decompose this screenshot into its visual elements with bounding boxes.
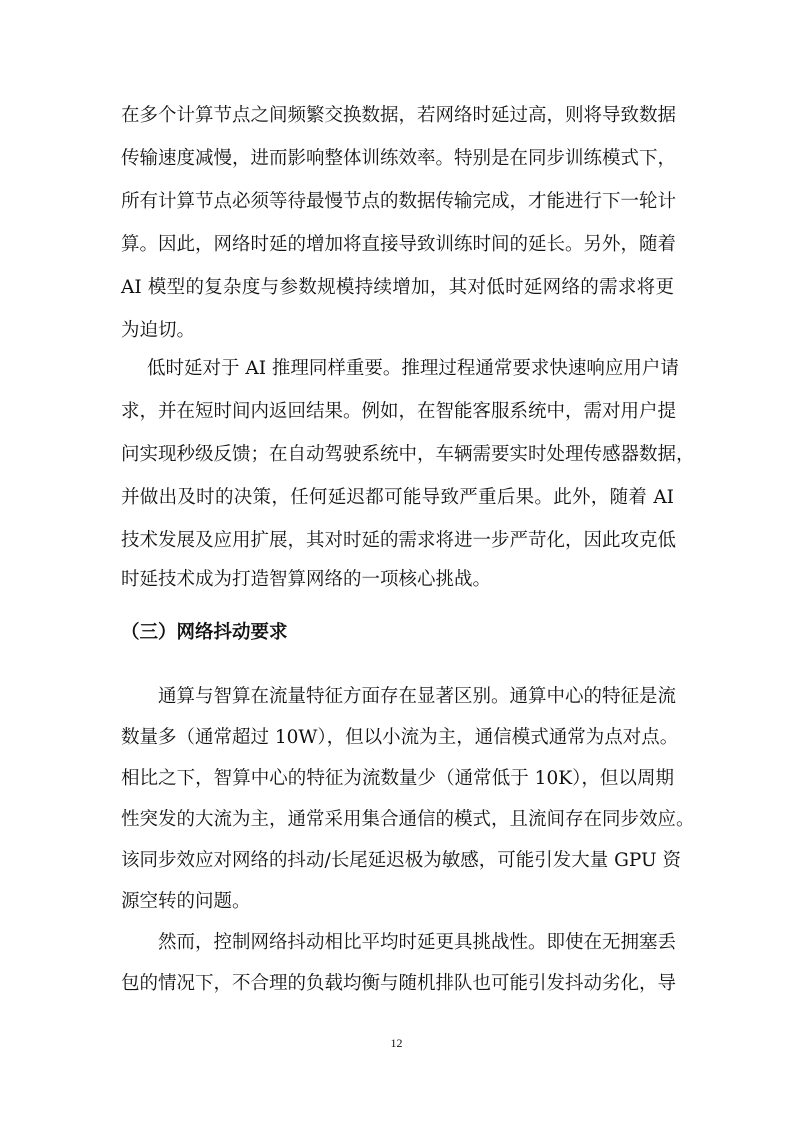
text-line: 包的情况下，不合理的负载均衡与随机排队也可能引发抖动劣化，导 [121,973,677,994]
text-line: 所有计算节点必须等待最慢节点的数据传输完成，才能进行下一轮计 [121,191,677,212]
text-line: 技术发展及应用扩展，其对时延的需求将进一步严苛化，因此攻克低 [121,530,677,551]
text-line: 问实现秒级反馈；在自动驾驶系统中，车辆需要实时处理传感器数据， [121,444,695,465]
text-line: 数量多（通常超过 10W），但以小流为主，通信模式通常为点对点。 [121,727,679,748]
text-line: 并做出及时的决策，任何延迟都可能导致严重后果。此外，随着 AI [121,487,674,508]
text-line: 求，并在短时间内返回结果。例如，在智能客服系统中，需对用户提 [121,401,677,422]
text-line: 在多个计算节点之间频繁交换数据，若网络时延过高，则将导致数据 [121,105,677,126]
text-line: 然而，控制网络抖动相比平均时延更具挑战性。即使在无拥塞丢 [158,932,677,953]
page-number: 12 [390,1036,403,1050]
text-line: 相比之下，智算中心的特征为流数量少（通常低于 10K），但以周期 [121,768,674,789]
text-line: 通算与智算在流量特征方面存在显著区别。通算中心的特征是流 [158,686,677,707]
text-line: 传输速度减慢，进而影响整体训练效率。特别是在同步训练模式下， [121,148,677,169]
text-line: 为迫切。 [121,320,196,341]
section-heading: （三）网络抖动要求 [121,622,288,643]
text-line: 该同步效应对网络的抖动/长尾延迟极为敏感，可能引发大量 GPU 资 [121,850,681,871]
text-line: 算。因此，网络时延的增加将直接导致训练时间的延长。另外，随着 [121,234,677,255]
text-line: 低时延对于 AI 推理同样重要。推理过程通常要求快速响应用户请 [147,358,679,379]
text-line: 源空转的问题。 [121,891,251,912]
text-line: 时延技术成为打造智算网络的一项核心挑战。 [121,569,492,590]
text-line: AI 模型的复杂度与参数规模持续增加，其对低时延网络的需求将更 [121,277,674,298]
text-line: 性突发的大流为主，通常采用集合通信的模式，且流间存在同步效应。 [121,809,695,830]
